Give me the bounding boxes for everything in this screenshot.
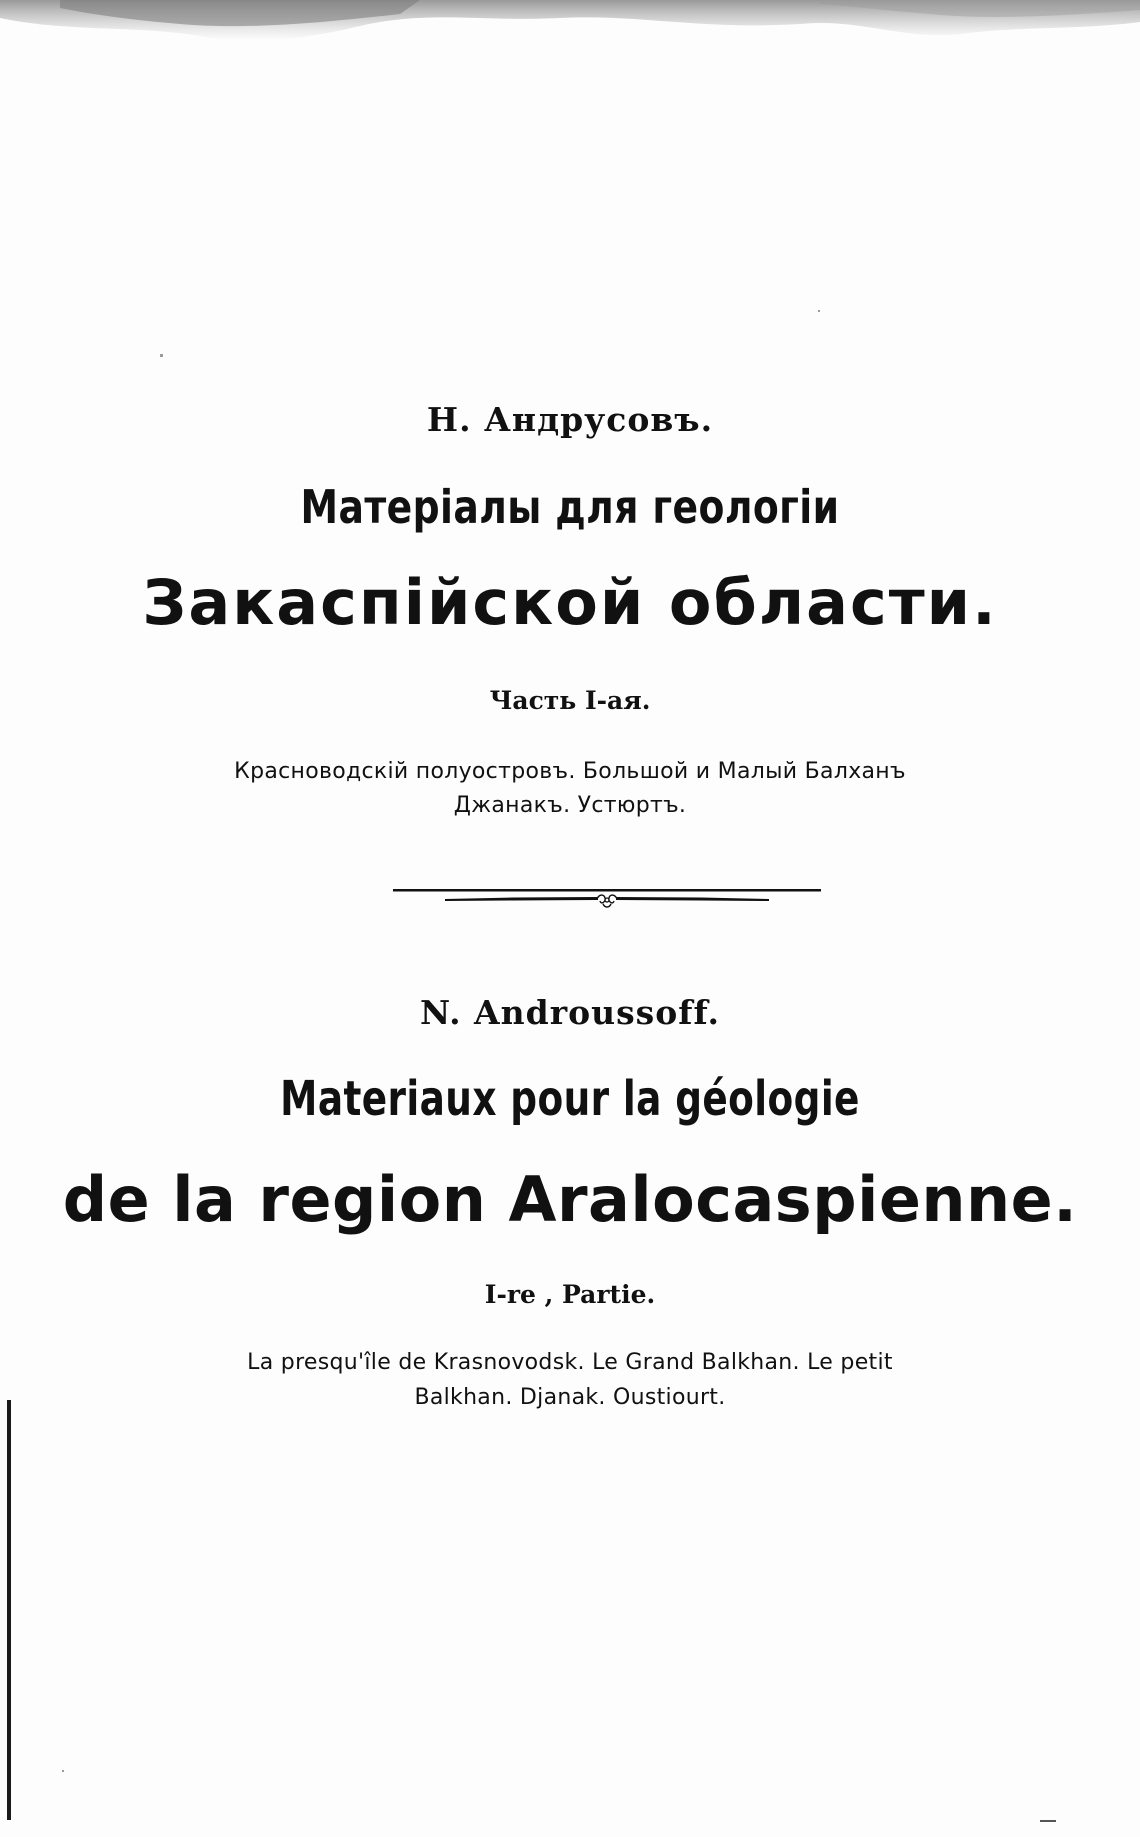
title-russian-line-1: Матеріалы для геологіи [300,480,840,534]
scan-edge-shadow [0,0,1140,60]
author-french: N. Androussoff. [420,993,720,1032]
title-french-line-1: Materiaux pour la géologie [280,1071,860,1127]
subtitle-russian-line-1: Красноводскій полуостровъ. Большой и Малый Балханъ [234,759,906,784]
scan-speck [160,354,163,357]
subtitle-french-line-2: Balkhan. Djanak. Oustiourt. [414,1385,726,1410]
part-number-french: I-re , Partie. [484,1280,656,1309]
subtitle-russian-line-2: Джанакъ. Устюртъ. [453,793,687,818]
scan-speck [1040,1820,1056,1822]
author-russian: Н. Андрусовъ. [426,400,714,439]
part-number-russian: Часть I-ая. [489,686,651,715]
ornamental-divider [393,888,821,914]
scan-edge-line [6,1400,12,1820]
title-russian-line-2: Закаспійской области. [142,566,998,639]
title-french-line-2: de la region Aralocaspienne. [62,1163,1078,1236]
subtitle-french-line-1: La presqu'île de Krasnovodsk. Le Grand Balkhan. Le petit [247,1350,893,1375]
scan-speck [818,310,820,312]
scan-speck [62,1770,64,1772]
